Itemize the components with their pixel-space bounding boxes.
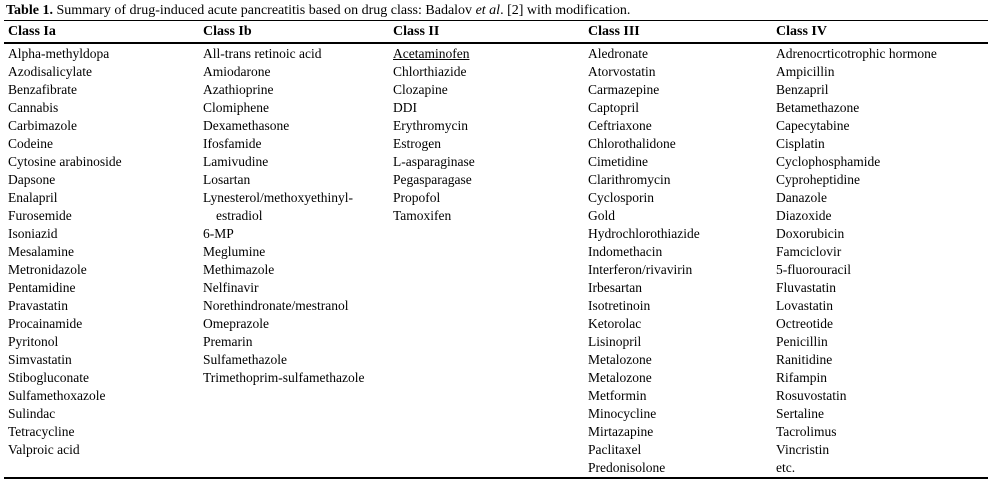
table-column bbox=[4, 44, 199, 459]
drug-name: Sulindac bbox=[8, 406, 56, 421]
drug-name: All-trans retinoic acid bbox=[203, 46, 322, 61]
drug-name: Cyproheptidine bbox=[776, 172, 860, 187]
drug-name: Aledronate bbox=[588, 46, 648, 61]
drug-name: Clarithromycin bbox=[588, 172, 671, 187]
drug-name: Sertaline bbox=[776, 406, 824, 421]
drug-name: Simvastatin bbox=[8, 352, 72, 367]
drug-name: Cannabis bbox=[8, 100, 59, 115]
drug-name: Adrenocrticotrophic hormone bbox=[776, 46, 937, 61]
table-body bbox=[4, 44, 988, 479]
drug-name: Benzafibrate bbox=[8, 82, 77, 97]
drug-name: Mesalamine bbox=[8, 244, 74, 259]
drug-name: Interferon/rivavirin bbox=[588, 262, 693, 277]
drug-name: Hydrochlorothiazide bbox=[588, 226, 700, 241]
drug-name: Irbesartan bbox=[588, 280, 642, 295]
drug-name: Ifosfamide bbox=[203, 136, 262, 151]
drug-name: Lisinopril bbox=[588, 334, 642, 349]
drug-name: Betamethazone bbox=[776, 100, 860, 115]
column-header-class-ii: Class II bbox=[393, 24, 440, 39]
drug-name: Tamoxifen bbox=[393, 208, 452, 223]
drug-name: DDI bbox=[393, 100, 417, 115]
drug-name: Pravastatin bbox=[8, 298, 68, 313]
drug-name: Chlorothalidone bbox=[588, 136, 676, 151]
drug-name: Ketorolac bbox=[588, 316, 642, 331]
drug-name: Clomiphene bbox=[203, 100, 269, 115]
table-column bbox=[772, 44, 988, 477]
drug-name: Lovastatin bbox=[776, 298, 833, 313]
drug-name: Furosemide bbox=[8, 208, 72, 223]
drug-name: Rifampin bbox=[776, 370, 827, 385]
column-header-class-ib: Class Ib bbox=[203, 24, 252, 39]
drug-name: Metalozone bbox=[588, 370, 652, 385]
table-grid bbox=[4, 20, 988, 479]
drug-name: Gold bbox=[588, 208, 615, 223]
drug-name: Metronidazole bbox=[8, 262, 87, 277]
drug-name: Azathioprine bbox=[203, 82, 274, 97]
drug-name: 5-fluorouracil bbox=[776, 262, 851, 277]
table-caption bbox=[0, 0, 991, 20]
drug-name: Procainamide bbox=[8, 316, 83, 331]
drug-name: Nelfinavir bbox=[203, 280, 259, 295]
column-header-class-iii: Class III bbox=[588, 24, 640, 39]
drug-name: Pentamidine bbox=[8, 280, 76, 295]
drug-name: Ampicillin bbox=[776, 64, 835, 79]
drug-name: Stibogluconate bbox=[8, 370, 89, 385]
drug-name: Danazole bbox=[776, 190, 827, 205]
drug-name: Premarin bbox=[203, 334, 253, 349]
drug-name: Valproic acid bbox=[8, 442, 80, 457]
drug-name: Tetracycline bbox=[8, 424, 75, 439]
drug-name: Cyclosporin bbox=[588, 190, 654, 205]
drug-name: Octreotide bbox=[776, 316, 833, 331]
drug-name: Isoniazid bbox=[8, 226, 58, 241]
table-header-row bbox=[4, 21, 988, 44]
drug-name: Propofol bbox=[393, 190, 441, 205]
drug-name: Lamivudine bbox=[203, 154, 269, 169]
drug-name: Mirtazapine bbox=[588, 424, 654, 439]
drug-name: Indomethacin bbox=[588, 244, 663, 259]
drug-name: Penicillin bbox=[776, 334, 828, 349]
drug-name: Fluvastatin bbox=[776, 280, 836, 295]
drug-name: Captopril bbox=[588, 100, 639, 115]
drug-name: Metalozone bbox=[588, 352, 652, 367]
drug-name: Pegasparagase bbox=[393, 172, 472, 187]
drug-name: Alpha-methyldopa bbox=[8, 46, 110, 61]
drug-name: Minocycline bbox=[588, 406, 657, 421]
drug-name: Omeprazole bbox=[203, 316, 269, 331]
drug-name: Lynesterol/methoxyethinyl- bbox=[203, 190, 353, 205]
drug-name-wrap: estradiol bbox=[216, 208, 263, 223]
drug-name: L-asparaginase bbox=[393, 154, 475, 169]
drug-name: Isotretinoin bbox=[588, 298, 651, 313]
drug-name: Trimethoprim-sulfamethazole bbox=[203, 370, 365, 385]
drug-name: Vincristin bbox=[776, 442, 830, 457]
drug-name: Cyclophosphamide bbox=[776, 154, 881, 169]
drug-name: Paclitaxel bbox=[588, 442, 642, 457]
drug-name: Methimazole bbox=[203, 262, 275, 277]
drug-name: Acetaminofen bbox=[393, 46, 470, 61]
drug-name: Famciclovir bbox=[776, 244, 842, 259]
caption-segment: et al bbox=[475, 3, 501, 18]
drug-name: Rosuvostatin bbox=[776, 388, 847, 403]
drug-name: Meglumine bbox=[203, 244, 266, 259]
drug-name: Erythromycin bbox=[393, 118, 468, 133]
caption-segment: . [2] with modification. bbox=[500, 3, 631, 18]
drug-name: Cytosine arabinoside bbox=[8, 154, 122, 169]
drug-name: Norethindronate/mestranol bbox=[203, 298, 349, 313]
table-column bbox=[584, 44, 772, 477]
drug-name: Ceftriaxone bbox=[588, 118, 652, 133]
drug-name: Cisplatin bbox=[776, 136, 825, 151]
drug-name: Clozapine bbox=[393, 82, 448, 97]
drug-name: Cimetidine bbox=[588, 154, 648, 169]
drug-name: Tacrolimus bbox=[776, 424, 837, 439]
drug-name: Losartan bbox=[203, 172, 251, 187]
drug-name: Amiodarone bbox=[203, 64, 271, 79]
column-header-class-ia: Class Ia bbox=[8, 24, 56, 39]
drug-name: Predonisolone bbox=[588, 460, 666, 475]
drug-name: Dexamethasone bbox=[203, 118, 290, 133]
table-column bbox=[389, 44, 584, 225]
drug-name: Sulfamethoxazole bbox=[8, 388, 106, 403]
column-header-class-iv: Class IV bbox=[776, 24, 827, 39]
table-column bbox=[199, 44, 389, 387]
drug-name: Carmazepine bbox=[588, 82, 660, 97]
caption-segment: Table 1. bbox=[6, 3, 53, 18]
drug-name: Azodisalicylate bbox=[8, 64, 92, 79]
drug-name: Chlorthiazide bbox=[393, 64, 467, 79]
drug-name: Diazoxide bbox=[776, 208, 832, 223]
drug-name: Sulfamethazole bbox=[203, 352, 287, 367]
drug-name: Dapsone bbox=[8, 172, 56, 187]
drug-name: Atorvostatin bbox=[588, 64, 656, 79]
drug-name: Benzapril bbox=[776, 82, 829, 97]
drug-name: Carbimazole bbox=[8, 118, 77, 133]
drug-name: Doxorubicin bbox=[776, 226, 845, 241]
drug-name: Enalapril bbox=[8, 190, 58, 205]
drug-name: Metformin bbox=[588, 388, 647, 403]
drug-name: Codeine bbox=[8, 136, 53, 151]
drug-name: Estrogen bbox=[393, 136, 441, 151]
drug-name: etc. bbox=[776, 460, 796, 475]
drug-name: Capecytabine bbox=[776, 118, 850, 133]
drug-name: Pyritonol bbox=[8, 334, 59, 349]
caption-segment: Summary of drug-induced acute pancreatitis based on drug class: Badalov bbox=[52, 3, 476, 18]
drug-name: 6-MP bbox=[203, 226, 234, 241]
drug-name: Ranitidine bbox=[776, 352, 833, 367]
